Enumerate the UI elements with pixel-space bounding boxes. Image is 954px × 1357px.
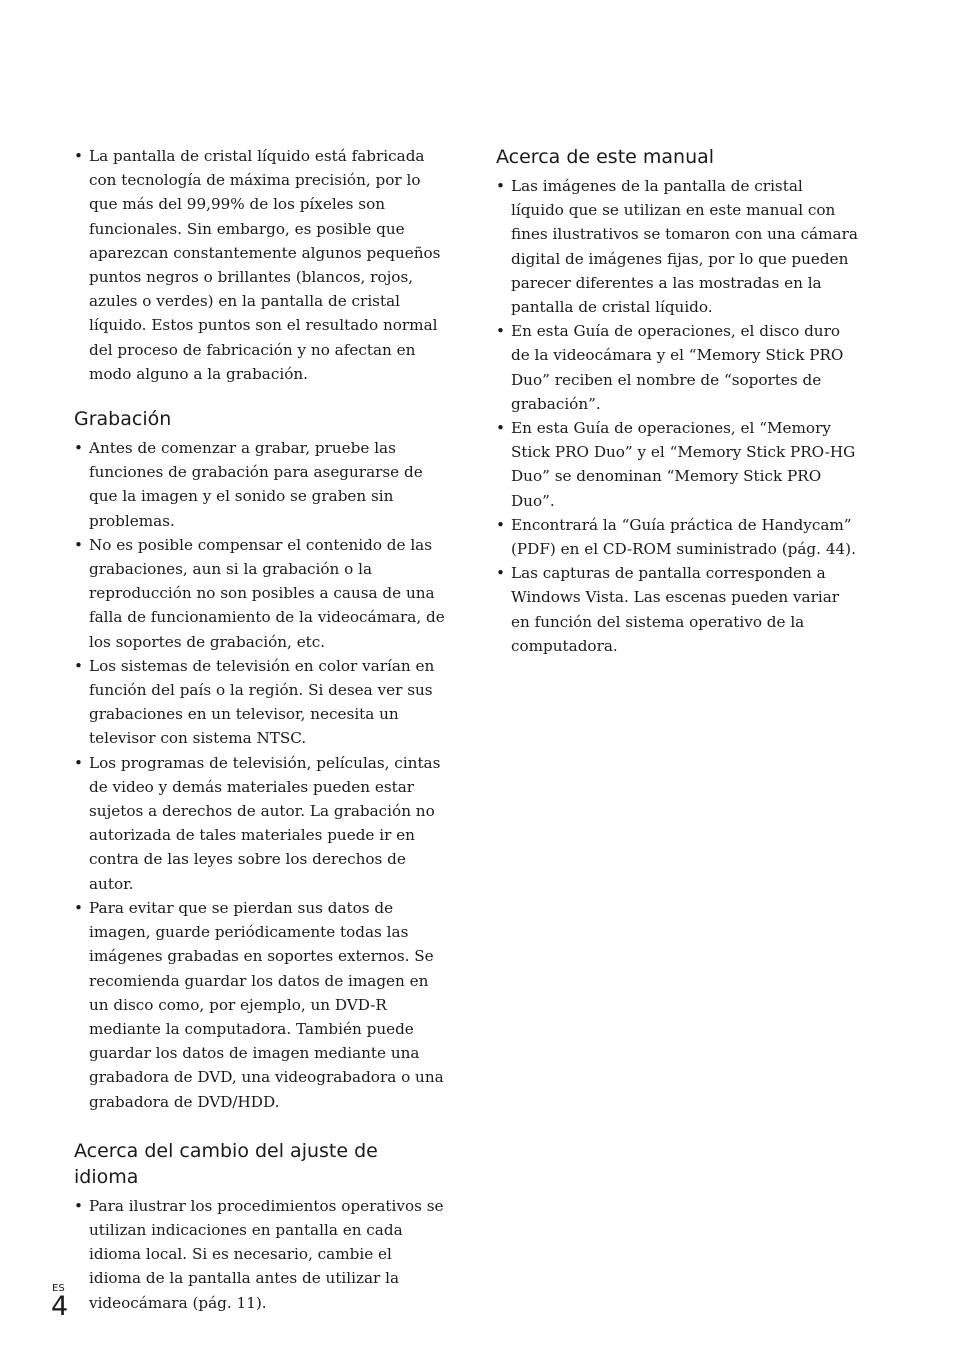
bullet-dot: •: [74, 753, 83, 772]
bullet-dot: •: [496, 419, 505, 438]
manual-bullet-list: [496, 174, 858, 658]
bullet-dot: •: [74, 535, 83, 554]
section-heading-idioma: Acerca del cambio del ajuste de idioma: [74, 1139, 378, 1188]
bullet-dot: •: [74, 656, 83, 675]
bullet-dot: •: [74, 1196, 83, 1215]
list-item: • Los programas de televisión, películas, cintas de video y demás materiales pueden estar sujetos a derechos de autor. La grabación no autorizada de tales materiales puede ir en contra de las leyes sobre los derechos de autor.: [74, 751, 446, 896]
intro-bullet-list: [74, 144, 446, 386]
bullet-dot: •: [74, 147, 83, 165]
idioma-bullet-list: [74, 1194, 446, 1315]
list-item: • Los sistemas de televisión en color varían en función del país o la región. Si desea ver sus grabaciones en un televisor, necesita un televisor con sistema NTSC.: [74, 654, 446, 751]
bullet-dot: •: [496, 177, 505, 195]
list-item: • No es posible compensar el contenido de las grabaciones, aun si la grabación o la reproducción no son posibles a causa de una falla de funcionamiento de la videocámara, de los soportes de grabación, etc.: [74, 533, 446, 654]
grabacion-bullet-list: [74, 436, 446, 1114]
list-item: • La pantalla de cristal líquido está fabricada con tecnología de máxima precisión, por lo que más del 99,99% de los píxeles son funcionales. Sin embargo, es posible que aparezcan constantemente algunos pequeños puntos negros o brillantes (blancos, rojos, azules o verdes) en la pantalla de cristal líquido. Estos puntos son el resultado normal del proceso de fabricación y no afectan en modo alguno a la grabación.: [74, 144, 446, 386]
left-column: [74, 144, 446, 1315]
list-item: • Encontrará la “Guía práctica de Handycam” (PDF) en el CD-ROM suministrado (pág. 44).: [496, 513, 858, 561]
bullet-dot: •: [74, 898, 83, 917]
list-item: • Para ilustrar los procedimientos operativos se utilizan indicaciones en pantalla en cada idioma local. Si es necesario, cambie el idioma de la pantalla antes de utilizar la videocámara (pág. 11).: [74, 1194, 446, 1315]
list-item: • En esta Guía de operaciones, el “Memory Stick PRO Duo” y el “Memory Stick PRO-HG Duo” se denominan “Memory Stick PRO Duo”.: [496, 416, 858, 513]
right-column: [496, 144, 858, 658]
bullet-dot: •: [496, 322, 505, 341]
bullet-dot: •: [496, 564, 505, 583]
list-item: • Las imágenes de la pantalla de cristal líquido que se utilizan en este manual con fines ilustrativos se tomaron con una cámara digital de imágenes fijas, por lo que pueden parecer diferentes a las mostradas en la pantalla de cristal líquido.: [496, 174, 858, 319]
section-heading-manual: Acerca de este manual: [496, 146, 715, 168]
list-item: • Para evitar que se pierdan sus datos de imagen, guarde periódicamente todas las imágenes grabadas en soportes externos. Se recomienda guardar los datos de imagen en un disco como, por ejemplo, un DVD-R mediante la computadora. También puede guardar los datos de imagen mediante una grabadora de DVD, una videograbadora o una grabadora de DVD/HDD.: [74, 896, 446, 1114]
list-item: • En esta Guía de operaciones, el disco duro de la videocámara y el “Memory Stick PRO Duo” reciben el nombre de “soportes de grabación”.: [496, 319, 858, 416]
language-code: ES: [52, 1283, 65, 1294]
bullet-dot: •: [74, 439, 83, 458]
list-item: • Antes de comenzar a grabar, pruebe las funciones de grabación para asegurarse de que la imagen y el sonido se graben sin problemas.: [74, 436, 446, 533]
page-number: 4: [51, 1291, 69, 1322]
bullet-dot: •: [496, 515, 505, 534]
list-item: • Las capturas de pantalla corresponden a Windows Vista. Las escenas pueden variar en función del sistema operativo de la computadora.: [496, 561, 858, 658]
section-heading-grabacion: Grabación: [74, 408, 172, 431]
